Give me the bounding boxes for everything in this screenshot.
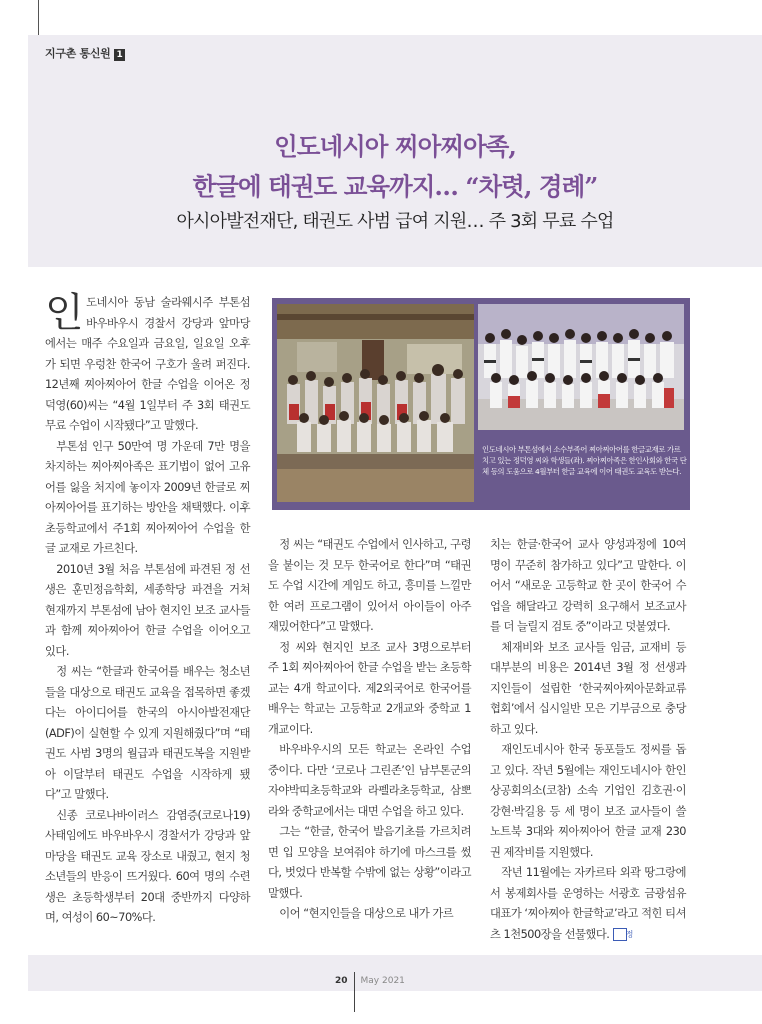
paragraph: 재인도네시아 한국 동포들도 정씨를 돕고 있다. 작년 5월에는 재인도네시아 한인상공회의소(코참) 소속 기업인 김호권·이강현·박길용 등 세 명이 보조 교사들이 쓸 노트북 3대와 찌아찌아어 한글 교재 230권 제작비를 지원했다. <box>490 743 686 859</box>
paragraph: 치는 한글·한국어 교사 양성과정에 10여 명이 꾸준히 참가하고 있다”고 말한다. 이어서 “새로운 고등학교 한 곳이 한국어 수업을 해달라고 강력히 요구해서 보조교사를 더 늘릴지 검토 중”이라고 덧붙였다. <box>490 538 686 633</box>
subheadline: 아시아발전재단, 태권도 사범 급여 지원… 주 3회 무료 수업 <box>176 211 614 232</box>
paragraph: 부톤섬 인구 50만여 명 가운데 7만 명을 차지하는 찌아찌아족은 표기법이 없어 고유어를 잃을 처지에 놓이자 2009년 한글로 찌아찌아어를 표기하는 방안을 채택했다. 이후 초등학교에서 주1회 찌아찌아어 수업을 한글 교재로 가르친다. <box>45 439 250 555</box>
folio-divider <box>354 972 355 1012</box>
page-number: 20 <box>335 976 348 986</box>
end-mark-icon: 정 <box>613 928 627 941</box>
paragraph: 그는 “한글, 한국어 발음기초를 가르치려면 입 모양을 보여줘야 하기에 마스크를 썼다, 벗었다 반복할 수밖에 없는 상황”이라고 말했다. <box>268 825 471 900</box>
paragraph: 2010년 3월 처음 부톤섬에 파견된 정 선생은 훈민정음학회, 세종학당 파견을 거쳐 현재까지 부톤섬에 남아 현지인 보조 교사들과 함께 찌아찌아어 한글 수업을 이어오고 있다. <box>45 562 250 658</box>
paragraph: 바우바우시의 모든 학교는 온라인 수업 중이다. 다만 ‘코로나 그린존’인 남부톤군의 자야박띠초등학교와 라펠라초등학교, 삼뽀라와 중학교에서는 대면 수업을 하고 있다. <box>268 743 471 818</box>
issue-date: May 2021 <box>360 976 405 986</box>
photo-frame <box>272 298 690 510</box>
headline-line-1: 인도네시아 찌아찌아족, <box>274 132 516 161</box>
dropcap: 인 <box>45 290 84 336</box>
section-number-badge: 1 <box>114 49 126 61</box>
paragraph: 정 씨와 현지인 보조 교사 3명으로부터 주 1회 찌아찌아어 한글 수업을 받는 초등학교는 4개 학교이다. 제2외국어로 한국어를 배우는 학교는 고등학교 2개교와 중학교 1개교이다. <box>268 640 471 736</box>
article-column-1 <box>45 290 250 929</box>
paragraph: 이어 “현지인들을 대상으로 내가 가르 <box>279 907 454 920</box>
headline-line-2: 한글에 태권도 교육까지… “차렷, 경례” <box>192 172 598 201</box>
article-column-2 <box>268 535 471 925</box>
top-rule <box>38 0 39 36</box>
section-label <box>45 45 125 61</box>
paragraph: 인도네시아 동남 술라웨시주 부톤섬 바우바우시 경찰서 강당과 앞마당에서는 매주 수요일과 금요일, 일요일 오후가 되면 우렁찬 한국어 구호가 울려 퍼진다. 12년째 찌아찌아어 한글 수업을 이어온 정덕영(60)씨는 “4월 1일부터 주 3회 태권도 무료 수업이 시작됐다”고 말했다. <box>45 290 250 432</box>
paragraph: 신종 코로나바이러스 감염증(코로나19) 사태임에도 바우바우시 경찰서가 강당과 앞마당을 태권도 교육 장소로 내줬고, 현지 청소년들의 반응이 뜨거웠다. 60여 명의 수련생은 초등학생부터 20대 중반까지 다양하며, 여성이 60~70%다. <box>45 808 250 924</box>
paragraph: 체재비와 보조 교사들 임금, 교재비 등 대부분의 비용은 2014년 3월 정 선생과 지인들이 설립한 ‘한국찌아찌아문화교류협회’에서 십시일반 모은 기부금으로 충당하고 있다. <box>490 640 686 736</box>
article-column-3 <box>490 535 686 945</box>
classroom-photo <box>277 304 474 502</box>
paragraph: 정 씨는 “한글과 한국어를 배우는 청소년들을 대상으로 태권도 교육을 접목하면 좋겠다는 아이디어를 한국의 아시아발전재단(ADF)이 실현할 수 있게 지원해줬다”며 “태권도 사범 3명의 월급과 태권도복을 지원받아 이달부터 태권도 수업을 시작하게 됐다”고 말했다. <box>45 665 250 801</box>
photo-caption: 인도네시아 부톤섬에서 소수부족어 찌아찌아어를 한글교재로 가르치고 있는 정덕영 씨와 학생들(좌). 찌아찌아족은 한인사회와 한국 단체 등의 도움으로 4월부터 한글 교육에 이어 태권도 교육도 받는다. <box>482 445 687 476</box>
paragraph: 작년 11월에는 자카르타 외곽 땅그랑에서 봉제회사를 운영하는 서광호 금광섬유 대표가 ‘찌아찌아 한글학교’라고 적힌 티셔츠 1천500장을 선물했다. 정 <box>490 866 686 941</box>
paragraph: 정 씨는 “태권도 수업에서 인사하고, 구령을 붙이는 것 모두 한국어로 한다”며 “태권도 수업 시간에 게임도 하고, 흥미를 느낄만한 여러 프로그램이 있어서 아이들이 아주 재밌어한다”고 말했다. <box>268 538 471 633</box>
section-label-text: 지구촌 통신원 <box>45 47 111 60</box>
taekwondo-photo <box>478 304 684 430</box>
page-folio <box>335 976 405 1012</box>
